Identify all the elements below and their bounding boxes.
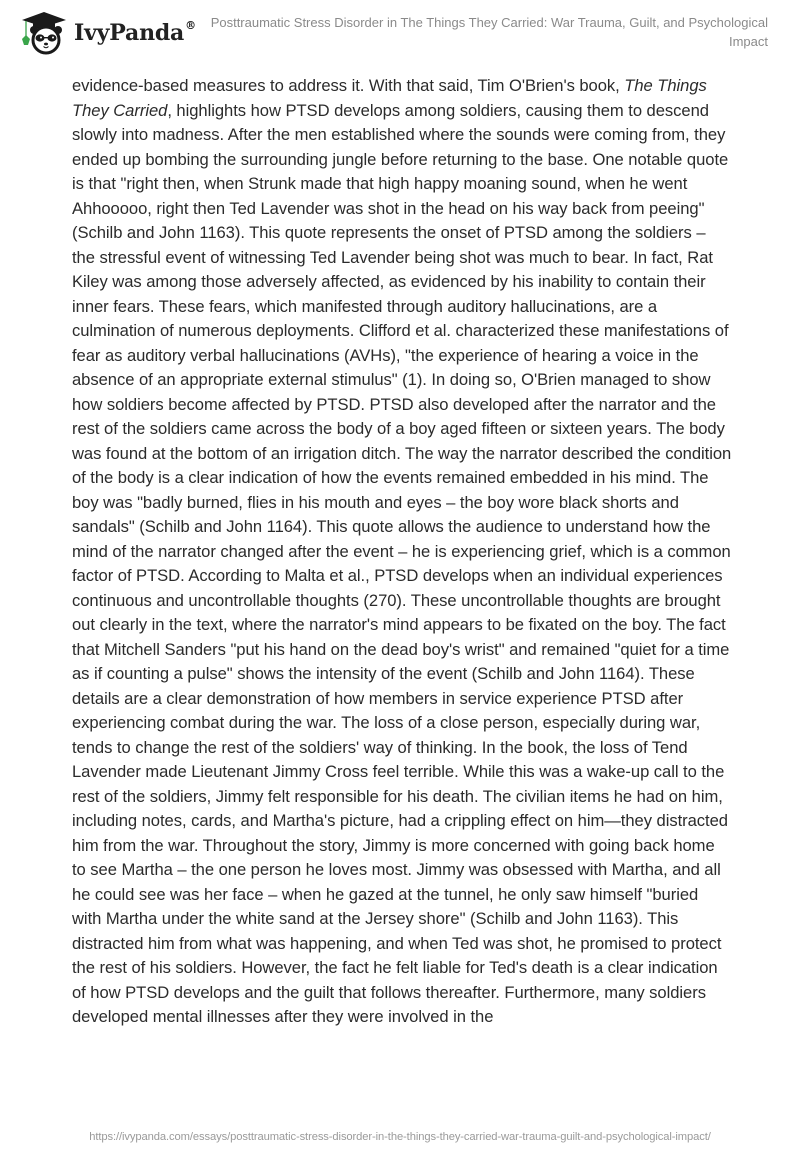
paragraph-text: , highlights how PTSD develops among soldiers, causing them to descend slowly into madness. After the men established where the sounds were coming from, they ended up bombing the surrounding jungle before returning to the base. One notable quote is that "right then, when Strunk made that high happy moaning sound, when he went Ahhooooo, right then Ted Lavender was shot in the head on his way back from peeing" (Schilb and John 1163). This quote represents the onset of PTSD among the soldiers – the stressful event of witnessing Ted Lavender being shot was much to bear. In fact, Rat Kiley was among those adversely affected, as evidenced by his inability to contain their inner fears. These fears, which manifested through auditory hallucinations, are a culmination of numerous deployments. Clifford et al. characterized these manifestations of fear as auditory verbal hallucinations (AVHs), "the experience of hearing a voice in the absence of an appropriate external stimulus" (1). In doing so, O'Brien managed to show how soldiers become affected by PTSD. PTSD also developed after the narrator and the rest of the soldiers came across the body of a boy aged fifteen or sixteen years. The body was found at the bottom of an irrigation ditch. The way the narrator described the condition of the body is a clear indication of how the events remained embedded in his mind. The boy was "badly burned, flies in his mouth and eyes – the boy wore black shorts and sandals" (Schilb and John 1164). This quote allows the audience to understand how the mind of the narrator changed after the event – he is experiencing grief, which is a common factor of PTSD. According to Malta et al., PTSD develops when an individual experiences continuous and uncontrollable thoughts (270). These uncontrollable thoughts are brought out clearly in the text, where the narrator's mind appears to be fixated on the boy. The fact that Mitchell Sanders "put his hand on the dead boy's wrist" and remained "quiet for a time as if counting a pulse" shows the intensity of the event (Schilb and John 1164). These details are a clear demonstration of how members in service experience PTSD after experiencing combat during the war. The loss of a close person, especially during war, tends to change the rest of the soldiers' way of thinking. In the book, the loss of Tend Lavender made Lieutenant Jimmy Cross feel terrible. While this was a wake-up call to the rest of the soldiers, Jimmy felt responsible for his death. The civilian items he had on him, including notes, cards, and Martha's picture, had a crippling effect on him—they distracted him from the war. Throughout the story, Jimmy is more concerned with going back home to see Martha – the one person he loves most. Jimmy was obsessed with Martha, and all he could see was her face – when he gazed at the tunnel, he only saw himself "buried with Martha under the white sand at the Jersey shore" (Schilb and John 1163). This distracted him from what was happening, and when Ted was shot, he promised to protect the rest of his soldiers. However, the fact he felt liable for Ted's death is a clear indication of how PTSD develops and the guilt that follows thereafter. Furthermore, many soldiers developed mental illnesses after they were involved in the <box>72 100 732 1026</box>
book-title: The Things They Carried <box>72 76 707 120</box>
registered-mark: ® <box>185 18 196 32</box>
brand-name <box>74 20 196 46</box>
ivypanda-logo[interactable] <box>18 10 196 54</box>
panda-graduation-cap-icon <box>18 9 68 55</box>
essay-content <box>72 74 732 1030</box>
document-title: Posttraumatic Stress Disorder in The Things They Carried: War Trauma, Guilt, and Psychological Impact <box>210 15 768 49</box>
brand-text: IvyPanda <box>74 20 185 46</box>
paragraph-text: evidence-based measures to address it. With that said, Tim O'Brien's book, <box>72 76 625 95</box>
source-url[interactable]: https://ivypanda.com/essays/posttraumatic-stress-disorder-in-the-things-they-carried-war-trauma-guilt-and-psychological-impact/ <box>89 1131 711 1143</box>
essay-paragraph <box>72 74 732 1030</box>
page-header <box>0 0 800 64</box>
